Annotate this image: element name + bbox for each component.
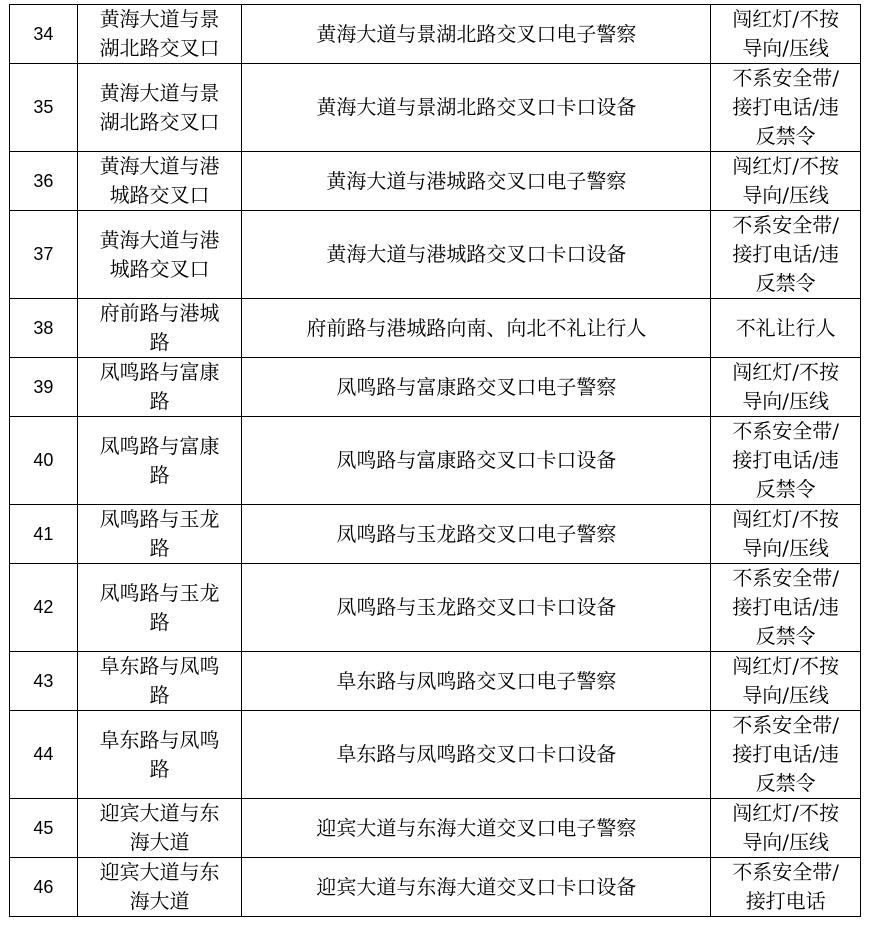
- row-number: 39: [10, 358, 78, 417]
- device-description-cell: 黄海大道与景湖北路交叉口卡口设备: [242, 64, 711, 152]
- table-row: [10, 358, 861, 417]
- table-row: [10, 417, 861, 505]
- row-number: 35: [10, 64, 78, 152]
- table-row: [10, 5, 861, 64]
- location-cell: 阜东路与凤鸣路: [77, 711, 242, 799]
- row-number: 45: [10, 799, 78, 858]
- row-number: 42: [10, 564, 78, 652]
- table-row: [10, 64, 861, 152]
- device-description-cell: 迎宾大道与东海大道交叉口电子警察: [242, 799, 711, 858]
- table-row: [10, 564, 861, 652]
- row-number: 37: [10, 211, 78, 299]
- row-number: 41: [10, 505, 78, 564]
- violation-type-cell: 闯红灯/不按导向/压线: [711, 505, 861, 564]
- location-cell: 凤鸣路与富康路: [77, 417, 242, 505]
- device-description-cell: 黄海大道与港城路交叉口卡口设备: [242, 211, 711, 299]
- row-number: 36: [10, 152, 78, 211]
- device-description-cell: 凤鸣路与玉龙路交叉口卡口设备: [242, 564, 711, 652]
- device-description-cell: 府前路与港城路向南、向北不礼让行人: [242, 299, 711, 358]
- device-description-cell: 阜东路与凤鸣路交叉口卡口设备: [242, 711, 711, 799]
- violation-type-cell: 不系安全带/接打电话: [711, 858, 861, 917]
- violation-type-cell: 不系安全带/接打电话/违反禁令: [711, 711, 861, 799]
- device-description-cell: 黄海大道与景湖北路交叉口电子警察: [242, 5, 711, 64]
- violation-type-cell: 不系安全带/接打电话/违反禁令: [711, 564, 861, 652]
- device-description-cell: 凤鸣路与富康路交叉口电子警察: [242, 358, 711, 417]
- location-cell: 迎宾大道与东海大道: [77, 799, 242, 858]
- device-description-cell: 凤鸣路与富康路交叉口卡口设备: [242, 417, 711, 505]
- violation-type-cell: 闯红灯/不按导向/压线: [711, 799, 861, 858]
- violation-type-cell: 不系安全带/接打电话/违反禁令: [711, 211, 861, 299]
- row-number: 43: [10, 652, 78, 711]
- table-row: [10, 652, 861, 711]
- location-cell: 黄海大道与港城路交叉口: [77, 211, 242, 299]
- row-number: 38: [10, 299, 78, 358]
- violation-type-cell: 不礼让行人: [711, 299, 861, 358]
- location-cell: 凤鸣路与玉龙路: [77, 564, 242, 652]
- location-cell: 凤鸣路与富康路: [77, 358, 242, 417]
- row-number: 34: [10, 5, 78, 64]
- table-row: [10, 858, 861, 917]
- location-cell: 黄海大道与景湖北路交叉口: [77, 64, 242, 152]
- location-cell: 府前路与港城路: [77, 299, 242, 358]
- device-description-cell: 凤鸣路与玉龙路交叉口电子警察: [242, 505, 711, 564]
- row-number: 44: [10, 711, 78, 799]
- table-row: [10, 711, 861, 799]
- table-row: [10, 799, 861, 858]
- violation-type-cell: 不系安全带/接打电话/违反禁令: [711, 64, 861, 152]
- enforcement-device-table: [9, 4, 861, 917]
- table-row: [10, 152, 861, 211]
- device-description-cell: 黄海大道与港城路交叉口电子警察: [242, 152, 711, 211]
- location-cell: 阜东路与凤鸣路: [77, 652, 242, 711]
- violation-type-cell: 闯红灯/不按导向/压线: [711, 5, 861, 64]
- violation-type-cell: 闯红灯/不按导向/压线: [711, 152, 861, 211]
- table-row: [10, 505, 861, 564]
- row-number: 40: [10, 417, 78, 505]
- location-cell: 凤鸣路与玉龙路: [77, 505, 242, 564]
- device-description-cell: 迎宾大道与东海大道交叉口卡口设备: [242, 858, 711, 917]
- location-cell: 黄海大道与港城路交叉口: [77, 152, 242, 211]
- violation-type-cell: 不系安全带/接打电话/违反禁令: [711, 417, 861, 505]
- table-row: [10, 211, 861, 299]
- table-row: [10, 299, 861, 358]
- violation-type-cell: 闯红灯/不按导向/压线: [711, 652, 861, 711]
- row-number: 46: [10, 858, 78, 917]
- device-description-cell: 阜东路与凤鸣路交叉口电子警察: [242, 652, 711, 711]
- location-cell: 迎宾大道与东海大道: [77, 858, 242, 917]
- violation-type-cell: 闯红灯/不按导向/压线: [711, 358, 861, 417]
- location-cell: 黄海大道与景湖北路交叉口: [77, 5, 242, 64]
